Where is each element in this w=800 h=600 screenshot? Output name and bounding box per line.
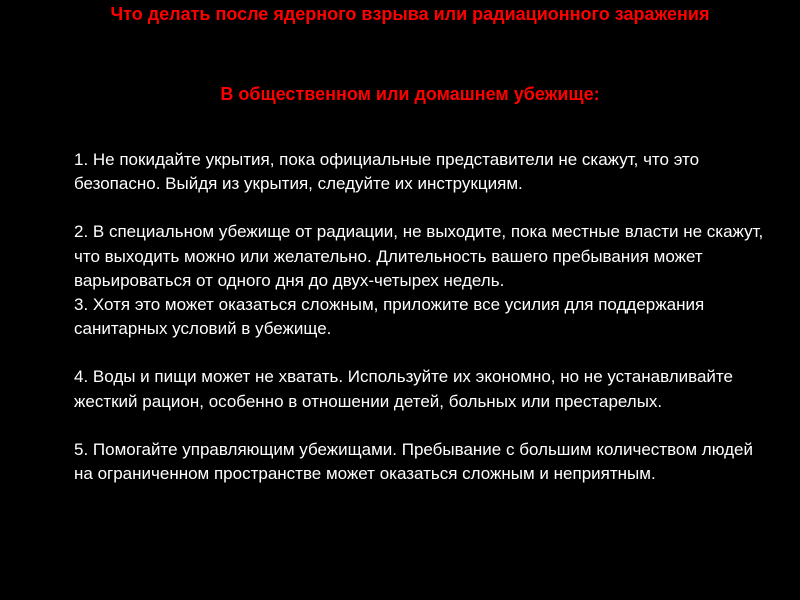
instruction-item-4: 4. Воды и пищи может не хватать. Используйте их экономно, но не устанавливайте жесткий рацион, особенно в отношении детей, больных или престарелых.: [74, 367, 733, 411]
instruction-item-2: 2. В специальном убежище от радиации, не выходите, пока местные власти не скажут, что выходить можно или желательно. Длительность вашего пребывания может варьироваться от одного дня до двух-четырех недель.: [74, 222, 764, 290]
instructions-list: [74, 148, 774, 486]
instruction-item-1: 1. Не покидайте укрытия, пока официальные представители не скажут, что это безопасно. Выйдя из укрытия, следуйте их инструкциям.: [74, 150, 700, 194]
paragraph-gap: [74, 196, 774, 220]
slide-subtitle: В общественном или домашнем убежище:: [220, 84, 600, 104]
slide-title: Что делать после ядерного взрыва или радиационного заражения: [110, 4, 710, 24]
instruction-item-3: 3. Хотя это может оказаться сложным, приложите все усилия для поддержания санитарных условий в убежище.: [74, 295, 705, 339]
instruction-item-5: 5. Помогайте управляющим убежищами. Пребывание с большим количеством людей на ограниченном пространстве может оказаться сложным и неприятным.: [74, 439, 753, 484]
paragraph-gap: [74, 414, 774, 438]
paragraph-gap: [74, 341, 774, 365]
